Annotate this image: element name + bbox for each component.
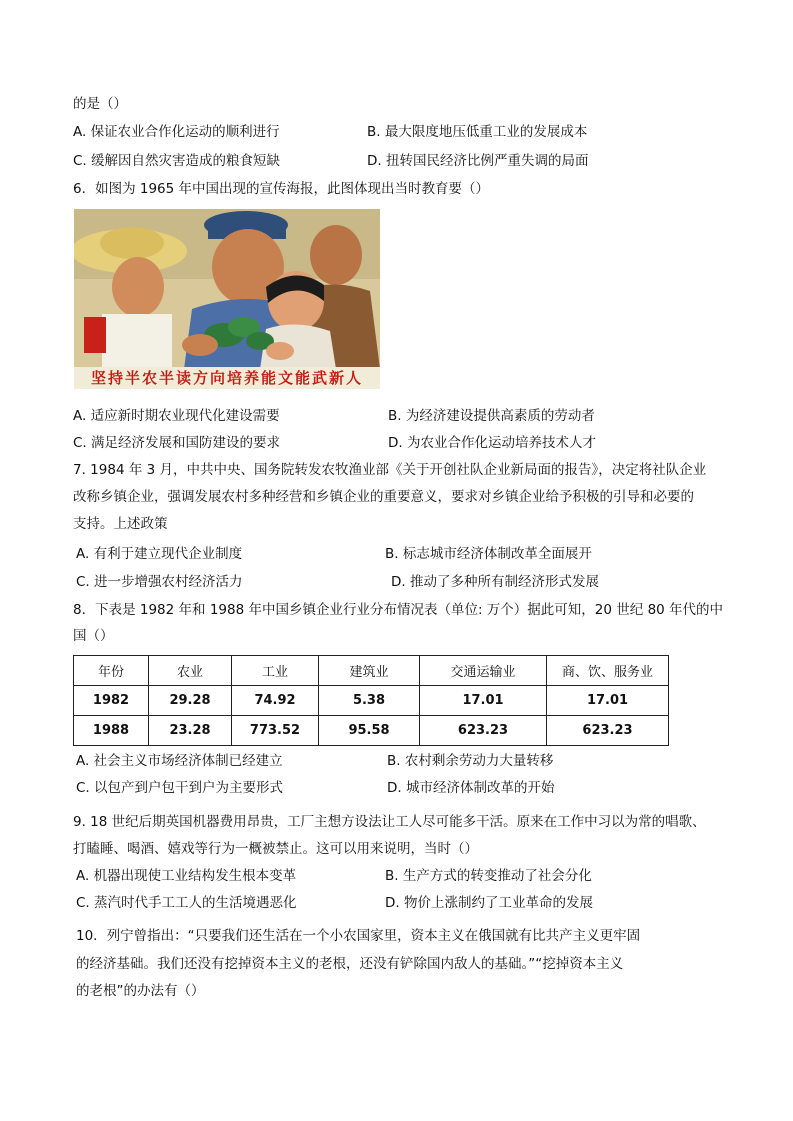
q8-option-d[interactable]: D. 城市经济体制改革的开始 bbox=[387, 780, 555, 796]
cell-commerce-service: 17.01 bbox=[547, 686, 669, 716]
poster-illustration bbox=[74, 209, 380, 389]
cell-industry: 773.52 bbox=[232, 716, 319, 746]
q6-option-b[interactable]: B. 为经济建设提供高素质的劳动者 bbox=[388, 408, 595, 424]
q5-option-d[interactable]: D. 扭转国民经济比例严重失调的局面 bbox=[367, 153, 589, 169]
header-agriculture: 农业 bbox=[149, 656, 232, 686]
header-year: 年份 bbox=[74, 656, 149, 686]
q6-option-c[interactable]: C. 满足经济发展和国防建设的要求 bbox=[73, 435, 281, 451]
cell-transport: 623.23 bbox=[420, 716, 547, 746]
q10-stem-line-1: 10．列宁曾指出：“只要我们还生活在一个小农国家里，资本主义在俄国就有比共产主义更牢固 bbox=[76, 928, 641, 944]
q6-option-a[interactable]: A. 适应新时期农业现代化建设需要 bbox=[73, 408, 280, 424]
q9-stem-line-1: 9. 18 世纪后期英国机器费用昂贵，工厂主想方设法让工人尽可能多干活。原来在工作中习以为常的唱歌、 bbox=[73, 814, 706, 830]
q6-stem: 6．如图为 1965 年中国出现的宣传海报，此图体现出当时教育要（） bbox=[73, 181, 490, 197]
header-industry: 工业 bbox=[232, 656, 319, 686]
table-row bbox=[74, 716, 669, 746]
cell-construction: 95.58 bbox=[319, 716, 420, 746]
q5-option-b[interactable]: B. 最大限度地压低重工业的发展成本 bbox=[367, 124, 588, 140]
q9-option-a[interactable]: A. 机器出现使工业结构发生根本变革 bbox=[76, 868, 297, 884]
q10-stem-line-2: 的经济基础。我们还没有挖掉资本主义的老根，还没有铲除国内敌人的基础。”“挖掉资本主义 bbox=[76, 956, 624, 972]
q9-stem-line-2: 打瞌睡、喝酒、嬉戏等行为一概被禁止。这可以用来说明，当时（） bbox=[73, 841, 478, 857]
q7-stem-line-1: 7. 1984 年 3 月，中共中央、国务院转发农牧渔业部《关于开创社队企业新局面的报告》，决定将社队企业 bbox=[73, 462, 707, 478]
q8-option-a[interactable]: A. 社会主义市场经济体制已经建立 bbox=[76, 753, 283, 769]
q7-option-b[interactable]: B. 标志城市经济体制改革全面展开 bbox=[385, 546, 592, 562]
q7-option-a[interactable]: A. 有利于建立现代企业制度 bbox=[76, 546, 243, 562]
q7-stem-line-3: 支持。上述政策 bbox=[73, 516, 168, 532]
q7-stem-line-2: 改称乡镇企业，强调发展农村多种经营和乡镇企业的重要意义，要求对乡镇企业给予积极的引导和必要的 bbox=[73, 489, 694, 505]
q8-option-b[interactable]: B. 农村剩余劳动力大量转移 bbox=[387, 753, 554, 769]
q7-option-d[interactable]: D. 推动了多种所有制经济形式发展 bbox=[391, 574, 599, 590]
q8-stem-line-2: 国（） bbox=[73, 628, 114, 644]
q8-stem-line-1: 8．下表是 1982 年和 1988 年中国乡镇企业行业分布情况表（单位: 万个）据此可知，20 世纪 80 年代的中 bbox=[73, 602, 724, 618]
q7-option-c[interactable]: C. 进一步增强农村经济活力 bbox=[76, 574, 243, 590]
q9-option-d[interactable]: D. 物价上涨制约了工业革命的发展 bbox=[385, 895, 593, 911]
table-row bbox=[74, 686, 669, 716]
header-construction: 建筑业 bbox=[319, 656, 420, 686]
cell-construction: 5.38 bbox=[319, 686, 420, 716]
q5-option-c[interactable]: C. 缓解因自然灾害造成的粮食短缺 bbox=[73, 153, 281, 169]
q5-stem-tail: 的是（） bbox=[73, 96, 127, 112]
header-commerce-service: 商、饮、服务业 bbox=[547, 656, 669, 686]
enterprise-distribution-table bbox=[73, 655, 669, 746]
poster-caption: 坚持半农半读方向培养能文能武新人 bbox=[74, 367, 380, 389]
cell-transport: 17.01 bbox=[420, 686, 547, 716]
q8-option-c[interactable]: C. 以包产到户包干到户为主要形式 bbox=[76, 780, 284, 796]
cell-year: 1988 bbox=[74, 716, 149, 746]
header-transport: 交通运输业 bbox=[420, 656, 547, 686]
q9-option-b[interactable]: B. 生产方式的转变推动了社会分化 bbox=[385, 868, 592, 884]
table-header-row bbox=[74, 656, 669, 686]
propaganda-poster-image bbox=[74, 209, 380, 389]
q6-option-d[interactable]: D. 为农业合作化运动培养技术人才 bbox=[388, 435, 596, 451]
cell-industry: 74.92 bbox=[232, 686, 319, 716]
q5-option-a[interactable]: A. 保证农业合作化运动的顺利进行 bbox=[73, 124, 280, 140]
cell-agriculture: 29.28 bbox=[149, 686, 232, 716]
q9-option-c[interactable]: C. 蒸汽时代手工工人的生活境遇恶化 bbox=[76, 895, 297, 911]
q10-stem-line-3: 的老根”的办法有（） bbox=[76, 983, 205, 999]
cell-agriculture: 23.28 bbox=[149, 716, 232, 746]
cell-year: 1982 bbox=[74, 686, 149, 716]
cell-commerce-service: 623.23 bbox=[547, 716, 669, 746]
